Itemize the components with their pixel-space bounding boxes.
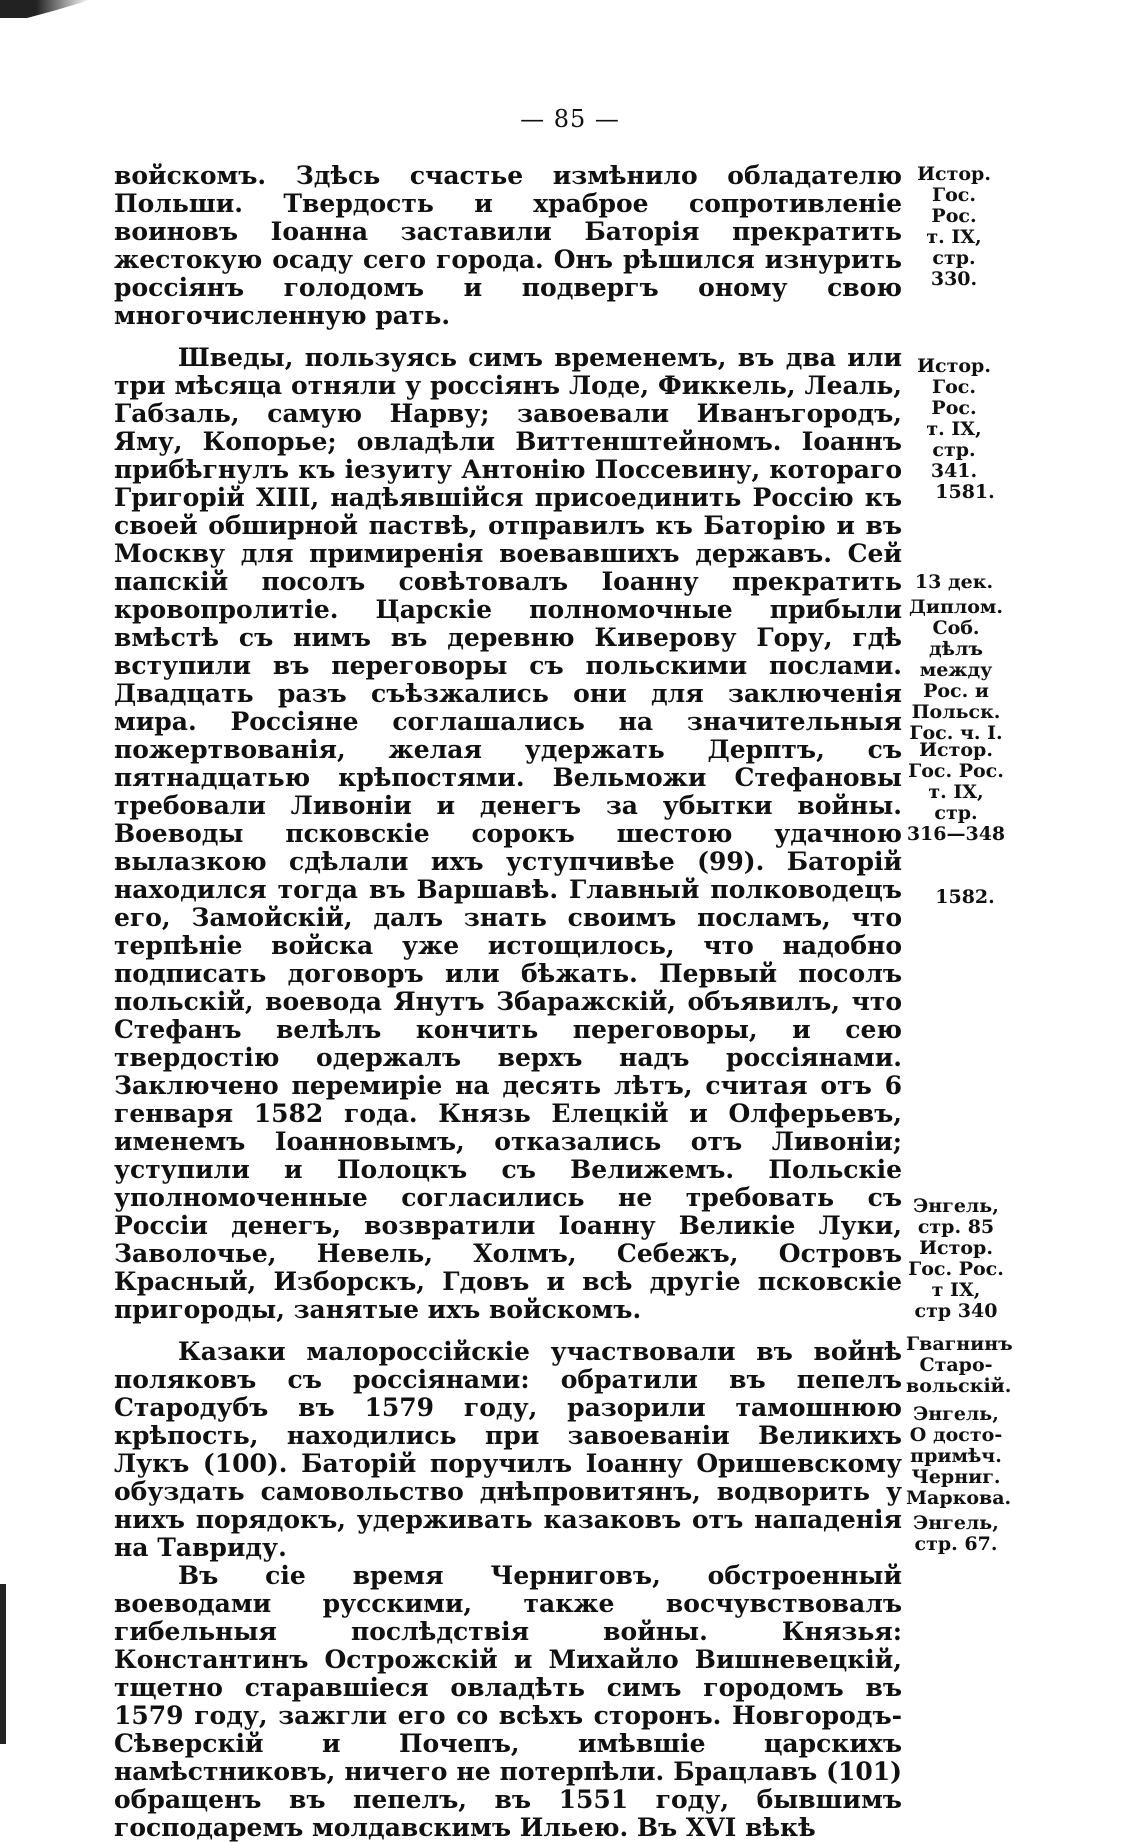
margin-note-11: Энгель, стр. 67. <box>913 1512 999 1555</box>
margin-note-1: Истор. Гос. Рос. т. IX, стр. 330. <box>917 163 991 290</box>
margin-note-3: 1581. <box>935 481 995 503</box>
margin-note-9: Гвагнинъ Старо- вольскій. <box>906 1333 1013 1397</box>
margin-note-5: Диплом. Соб. дѣлъ между Рос. и Польск. Гос. ч. I. <box>908 596 1004 744</box>
margin-note-2: Истор. Гос. Рос. т. IX, стр. 341. <box>917 355 991 482</box>
paragraph-3: Казаки малороссійскіе участвовали въ войнѣ поляковъ съ россіянами: обратили въ пепелъ Стародубъ въ 1579 году, разорили тамошнюю крѣпость, находились при завоеваніи Великихъ Лукъ (100). Баторій поручилъ Іоанну Оришевскому обуздать самовольство днѣпровитянъ, водворить у нихъ порядокъ, удерживать казаковъ отъ нападенія на Тавриду. <box>114 1337 902 1562</box>
margin-note-8: Энгель, стр. 85 Истор. Гос. Рос. т IX, стр 340 <box>908 1195 1004 1322</box>
margin-note-6: Истор. Гос. Рос. т. IX, стр. 316—348 <box>906 739 1006 845</box>
page-number: — 85 — <box>520 105 620 133</box>
margin-note-10: Энгель, О досто- примѣч. Черниг. Маркова. <box>906 1403 1012 1509</box>
margin-note-7: 1582. <box>935 886 995 908</box>
paragraph-2: Шведы, пользуясь симъ временемъ, въ два или три мѣсяца отняли у россіянъ Лоде, Фиккель, Леаль, Габзаль, самую Нарву; завоевали Иванъгородъ, Яму, Копорье; овладѣли Виттенштейномъ. Іоаннъ прибѣгнулъ къ іезуиту Антонію Поссевину, котораго Григорій XIII, надѣявшійся присоединить Россію къ своей обширной паствѣ, отправилъ къ Баторію и въ Москву для примиренія воевавшихъ державъ. Сей папскій посолъ совѣтовалъ Іоанну прекратить кровопролитіе. Царскіе полномочные прибыли вмѣстѣ съ нимъ въ деревню Киверову Гору, гдѣ вступили въ переговоры съ польскими послами. Двадцать разъ съѣзжались они для заключенія мира. Россіяне соглашались на значительныя пожертвованія, желая удержать Дерптъ, съ пятнадцатью крѣпостями. Вельможи Стефановы требовали Ливоніи и денегъ за убытки войны. Воеводы псковскіе сорокъ шестою удачною вылазкою сдѣлали ихъ уступчивѣе (99). Баторій находился тогда въ Варшавѣ. Главный полководецъ его, Замойскій, далъ знать своимъ посламъ, что терпѣніе войска уже истощилось, что надобно подписать договоръ или бѣжать. Первый посолъ польскій, воевода Янутъ Збаражскій, объявилъ, что Стефанъ велѣлъ кончить переговоры, и сею твердостію одержалъ верхъ надъ россіянами. Заключено перемиріе на десять лѣтъ, считая отъ 6 генваря 1582 года. Князь Елецкій и Олферьевъ, именемъ Іоанновымъ, отказались отъ Ливоніи; уступили и Полоцкъ съ Велижемъ. Польскіе уполномоченные согласились не требовать съ Россіи денегъ, возвратили Іоанну Великіе Луки, Заволочье, Невель, Холмъ, Себежъ, Островъ Красный, Изборскъ, Гдовъ и всѣ другіе псковскіе пригороды, занятые ихъ войскомъ. <box>114 343 902 1324</box>
margin-note-4: 13 дек. <box>914 571 994 593</box>
paragraph-4: Въ сіе время Черниговъ, обстроенный воеводами русскими, также восчувствовалъ гибельныя послѣдствія войны. Князья: Константинъ Острожскій и Михайло Вишневецкій, тщетно старавшіеся овладѣть симъ городомъ въ 1579 году, зажгли его со всѣхъ сторонъ. Новгородъ-Сѣверскій и Почепъ, имѣвшіе царскихъ намѣстниковъ, ничего не потерпѣли. Брацлавъ (101) обращенъ въ пепелъ, въ 1551 году, бывшимъ господаремъ молдавскимъ Ильею. Въ XVI вѣкѣ <box>114 1561 902 1842</box>
paragraph-1: войскомъ. Здѣсь счастье измѣнило обладателю Польши. Твердость и храброе сопротивленіе воиновъ Іоанна заставили Баторія прекратить жестокую осаду сего города. Онъ рѣшился изнурить россіянъ голодомъ и подвергъ оному свою многочисленную рать. <box>114 161 902 330</box>
